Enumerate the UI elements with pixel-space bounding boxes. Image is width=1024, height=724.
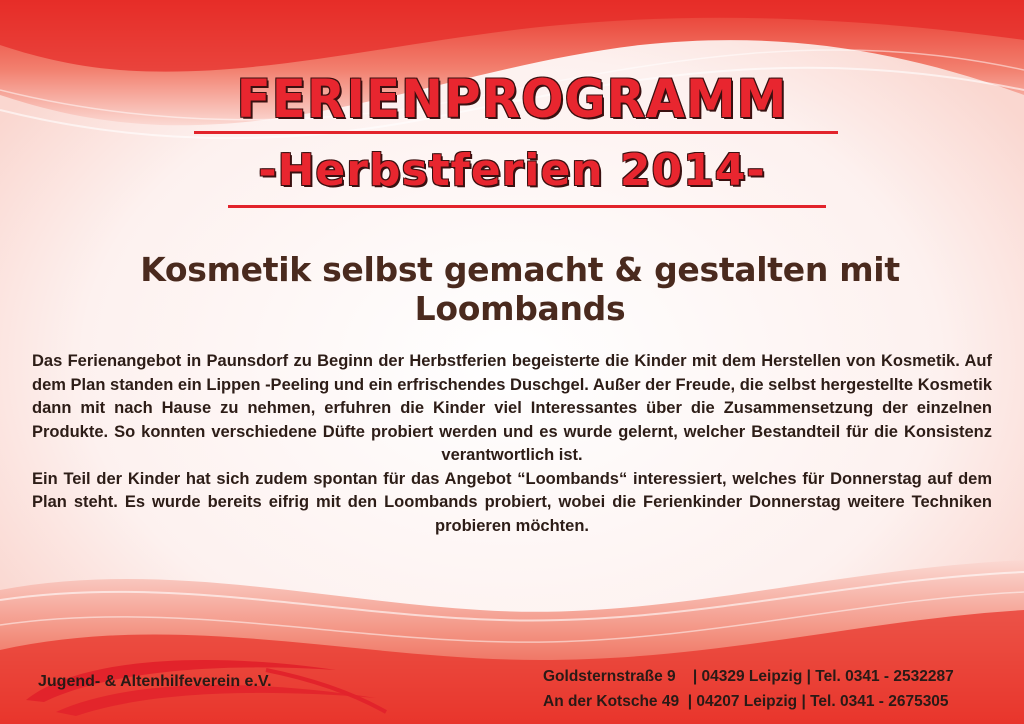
address-block (543, 664, 954, 714)
organization-name: Jugend- & Altenhilfeverein e.V. (38, 673, 272, 690)
article-body (32, 350, 992, 538)
title-underline (194, 131, 838, 134)
address-line-2: An der Kotsche 49 | 04207 Leipzig | Tel. 0341 - 2675305 (543, 693, 949, 710)
address-line-1: Goldsternstraße 9 | 04329 Leipzig | Tel. 0341 - 2532287 (543, 668, 954, 685)
page-subtitle: -Herbstferien 2014- (258, 145, 766, 196)
page-title: FERIENPROGRAMM (236, 68, 788, 130)
article-paragraph-1: Das Ferienangebot in Paunsdorf zu Beginn der Herbstferien begeisterte die Kinder mit dem Herstellen von Kosmetik. Auf dem Plan standen ein Lippen -Peeling und ein erfrischendes Duschgel. Außer der Freude, die selbst hergestellte Kosmetik dann mit nach Hause zu nehmen, erfuhren die Kinder viel Interessantes über die Zusammensetzung der einzelnen Produkte. So konnten verschiedene Düfte probiert werden und es wurde gelernt, welcher Bestandteil für die Konsistenz verantwortlich ist. (32, 352, 992, 464)
article-paragraph-2: Ein Teil der Kinder hat sich zudem spontan für das Angebot “Loombands“ interessiert, welches für Donnerstag auf dem Plan steht. Es wurde bereits eifrig mit den Loombands probiert, wobei die Ferienkinder Donnerstag weitere Techniken probieren möchten. (32, 469, 992, 535)
article-heading: Kosmetik selbst gemacht & gestalten mit Loombands (140, 250, 900, 328)
subtitle-underline (228, 205, 826, 208)
